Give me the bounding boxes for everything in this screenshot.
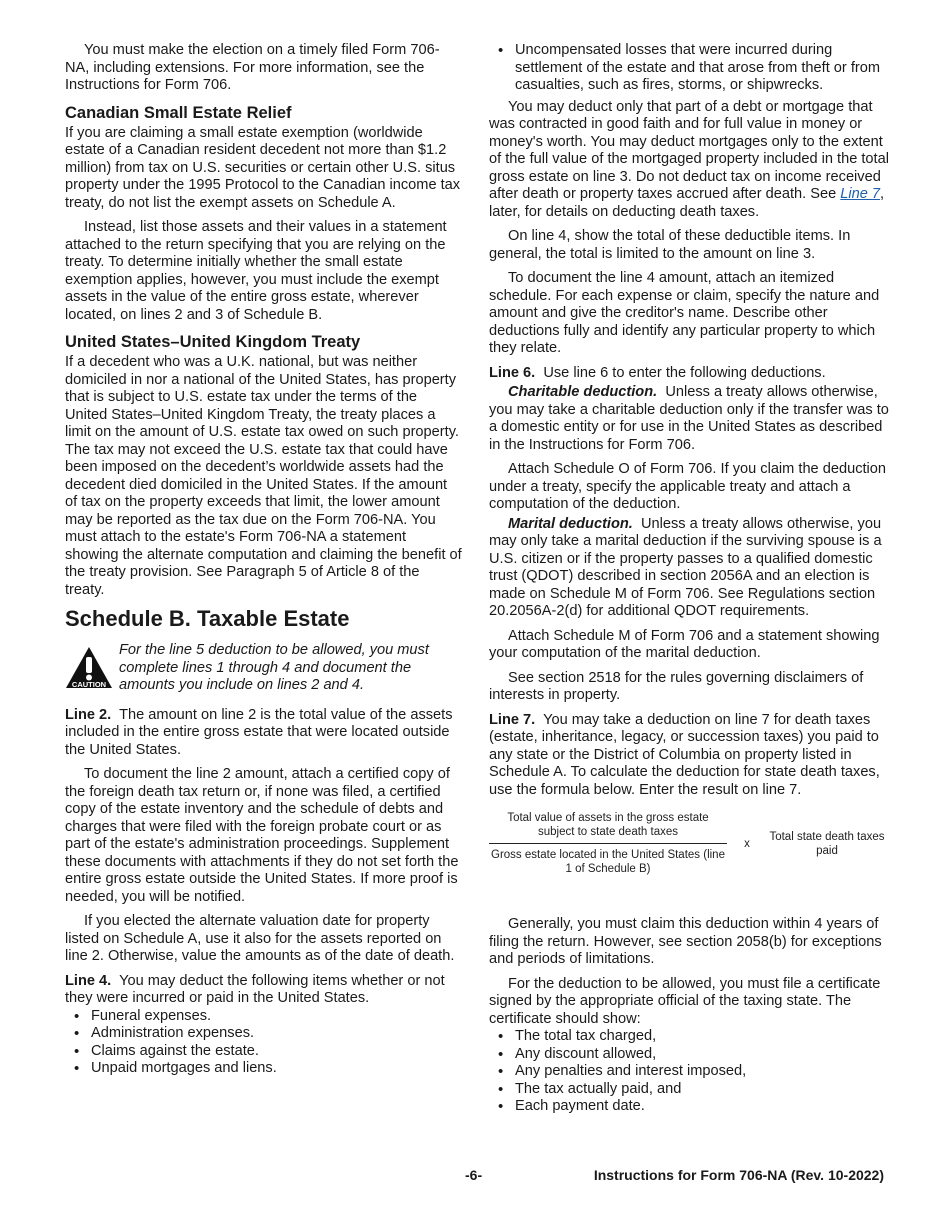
line-2-document-paragraph: To document the line 2 amount, attach a certified copy of the foreign death tax return or, if none was filed, a certified copy of the estate inventory and the schedule of debts and charges that were filed with the foreign probate court or as part of the estate's administration proceedings. Supplement these documents with attachments if they do not set forth the entire gross estate outside the United States. If more proof is needed, you will be notified.	[65, 766, 459, 905]
list-item: • Any discount allowed,	[489, 1046, 889, 1064]
canadian-paragraph-1: If you are claiming a small estate exemption (worldwide estate of a Canadian resident decedent not more than $1.2 million) from tax on U.S. securities or certain other U.S. situs property under the 1995 Protocol to the Canadian income tax treaty, do not list the exempt assets on Schedule A.	[65, 124, 461, 211]
line-2-valuation-paragraph: If you elected the alternate valuation date for property listed on Schedule A, use it also for the assets reported on line 2. Otherwise, value the amounts as of the date of death.	[65, 913, 455, 964]
page-number: -6-	[465, 1167, 483, 1183]
formula-denominator: Gross estate located in the United States (line 1 of Schedule B)	[491, 849, 725, 875]
marital-attach-paragraph: Attach Schedule M of Form 706 and a statement showing your computation of the marital deduction.	[489, 627, 880, 661]
line-6-label: Line 6.	[489, 364, 536, 381]
line-7-paragraph	[489, 712, 889, 800]
line-2-text: The amount on line 2 is the total value of the assets included in the entire gross estate that were located outside the United States.	[65, 706, 453, 758]
certificate-list	[489, 1028, 889, 1116]
line-7-text: You may take a deduction on line 7 for death taxes (estate, inheritance, legacy, or succession taxes) you paid to any state or the District of Columbia on property listed in Schedule A. To calculate the deduction for state death taxes, use the formula below. Enter the result on line 7.	[489, 711, 880, 798]
line-2-label: Line 2.	[65, 706, 112, 723]
losses-list	[489, 42, 889, 95]
line-6-paragraph	[489, 365, 889, 383]
list-item: • Each payment date.	[489, 1098, 889, 1116]
marital-label: Marital deduction.	[508, 515, 633, 532]
charitable-label: Charitable deduction.	[508, 384, 658, 400]
list-item: • Administration expenses.	[65, 1025, 463, 1043]
caution-text: For the line 5 deduction to be allowed, you must complete lines 1 through 4 and document the amounts you include on lines 2 and 4.	[119, 642, 429, 693]
list-item: • Any penalties and interest imposed,	[489, 1063, 889, 1081]
line-4-text: You may deduct the following items whether or not they were incurred or paid in the United States.	[65, 972, 445, 1006]
formula-fraction	[489, 811, 727, 876]
list-item: • The total tax charged,	[489, 1028, 889, 1046]
generally-paragraph: Generally, you must claim this deduction within 4 years of filing the return. However, see section 2058(b) for exceptions and periods of limitations.	[489, 916, 882, 967]
line-7-link[interactable]: Line 7	[840, 186, 881, 202]
line-4-label: Line 4.	[65, 972, 112, 989]
form-title: Instructions for Form 706-NA (Rev. 10-2022)	[593, 1167, 884, 1183]
marital-paragraph: Marital deduction. Unless a treaty allows otherwise, you may only take a marital deduction if the surviving spouse is a U.S. citizen or if the property passes to a qualified domestic trust (QDOT) described in section 2056A and an election is made on Schedule M of Form 706. See Regulations section 20.2056A-2(d) for additional QDOT requirements.	[489, 515, 882, 619]
line-6-text: Use line 6 to enter the following deductions.	[543, 364, 826, 381]
debt-paragraph: You may deduct only that part of a debt or mortgage that was contracted in good faith and for full value in money or money's worth. You may deduct mortgages only to the extent of the full value of the mortgaged property included in the total gross estate on line 3. Do not deduct tax on income received after death or property taxes accrued after death. See Line 7, later, for details on deducting death taxes.	[489, 98, 889, 220]
left-column	[65, 42, 463, 1086]
uk-treaty-paragraph: If a decedent who was a U.K. national, but was neither domiciled in nor a national of the United States, has property that is subject to U.S. estate tax under the terms of the United States–United Kingdom Treaty, the treaty places a limit on the amount of U.S. estate tax owed on such property. The tax may not exceed the U.S. estate tax that could have been imposed on the decedent’s worldwide assets had the decedent died domiciled in the United States. If the amount of tax on the property exceeds that limit, the lower amount may be reported as the tax due on the Form 706-NA. You must attach to the estate's Form 706-NA a statement showing the alternate computation and claiming the benefit of the treaty provision. See Paragraph 5 of Article 8 of the treaty.	[65, 354, 462, 598]
line-7-label: Line 7.	[489, 711, 536, 728]
charitable-paragraph: Charitable deduction. Unless a treaty allows otherwise, you may take a charitable deduction only if the transfer was to a domestic entity or for use in the United States as described in the Instructions for Form 706.	[489, 384, 889, 453]
right-column	[489, 42, 889, 1124]
formula-numerator: Total value of assets in the gross estate subject to state death taxes	[489, 811, 727, 844]
uk-treaty-heading: United States–United Kingdom Treaty	[65, 333, 361, 351]
line-4-total-paragraph: On line 4, show the total of these deductible items. In general, the total is limited to the amount on line 3.	[489, 228, 851, 262]
document-paragraph: To document the line 4 amount, attach an itemized schedule. For each expense or claim, specify the nature and amount and give the creditor's name. Describe other deductions fully and identify any particular property to which they relate.	[489, 270, 880, 356]
canadian-heading: Canadian Small Estate Relief	[65, 103, 292, 122]
list-item: • Uncompensated losses that were incurred during settlement of the estate and that arose from theft or from casualties, such as fires, storms, or shipwrecks.	[489, 42, 889, 95]
formula-operator: x	[744, 837, 750, 850]
line-2-paragraph	[65, 707, 463, 760]
list-item: • Funeral expenses.	[65, 1008, 463, 1026]
formula-multiplier: Total state death taxes paid	[769, 830, 885, 857]
certificate-paragraph: For the deduction to be allowed, you must file a certificate signed by the appropriate official of the taxing state. The certificate should show:	[489, 975, 881, 1027]
caution-note	[65, 642, 463, 695]
line-4-list	[65, 1008, 463, 1078]
schedule-b-heading: Schedule B. Taxable Estate	[65, 606, 350, 631]
caution-icon	[65, 646, 113, 690]
list-item: • The tax actually paid, and	[489, 1081, 889, 1099]
caution-label: CAUTION	[71, 680, 107, 689]
list-item: • Unpaid mortgages and liens.	[65, 1060, 463, 1078]
line-4-paragraph	[65, 973, 463, 1008]
disclaimers-paragraph: See section 2518 for the rules governing disclaimers of interests in property.	[489, 669, 864, 703]
list-item: • Claims against the estate.	[65, 1043, 463, 1061]
charitable-attach-paragraph: Attach Schedule O of Form 706. If you claim the deduction under a treaty, specify the applicable treaty and attach a computation of the deduction.	[489, 461, 887, 512]
canadian-paragraph-2: Instead, list those assets and their values in a statement attached to the return specifying that you are relying on the treaty. To determine initially whether the small estate exemption applies, however, you must include the exempt assets in the value of the entire gross estate, wherever located, on lines 2 and 3 of Schedule B.	[65, 219, 447, 323]
election-paragraph: You must make the election on a timely filed Form 706-NA, including extensions. For more information, see the Instructions for Form 706.	[65, 42, 440, 93]
state-death-tax-formula	[489, 811, 889, 876]
